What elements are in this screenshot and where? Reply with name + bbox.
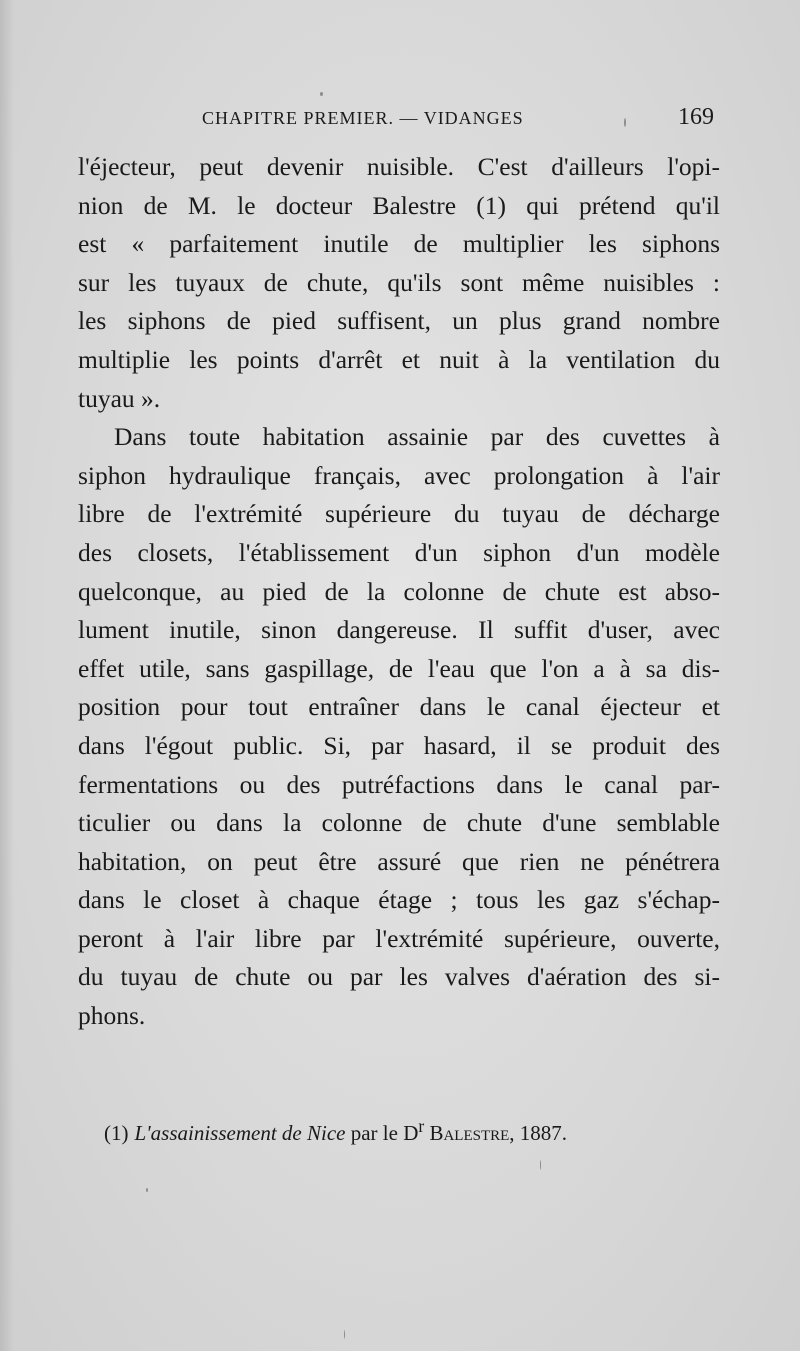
footnote-work-title: L'assainissement de Nice bbox=[134, 1121, 346, 1145]
text-line: dans le closet à chaque étage ; tous les gaz s'échap- bbox=[78, 885, 720, 915]
paragraph-first-line: Dans toute habitation assainie par des cuvettes à bbox=[114, 422, 720, 452]
text-line: position pour tout entraîner dans le canal éjecteur et bbox=[78, 692, 720, 722]
footnote-author: Balestre bbox=[429, 1121, 510, 1145]
paper-speck bbox=[540, 1160, 541, 1170]
text-line: multiplie les points d'arrêt et nuit à la ventilation du bbox=[78, 344, 720, 374]
text-line: du tuyau de chute ou par les valves d'aération des si- bbox=[78, 962, 720, 992]
text-line: habitation, on peut être assuré que rien ne pénétrera bbox=[78, 846, 720, 876]
gutter-shadow bbox=[0, 0, 14, 1351]
page-number: 169 bbox=[678, 104, 714, 130]
footnote-year: , 1887. bbox=[509, 1121, 568, 1145]
text-line: siphon hydraulique français, avec prolongation à l'air bbox=[78, 460, 720, 490]
paper-speck bbox=[624, 118, 626, 127]
text-line: les siphons de pied suffisent, un plus grand nombre bbox=[78, 306, 720, 336]
footnote-ref: (1) bbox=[104, 1121, 129, 1145]
paper-speck bbox=[146, 1188, 148, 1192]
text-line: lument inutile, sinon dangereuse. Il suffit d'user, avec bbox=[78, 615, 720, 645]
text-line: libre de l'extrémité supérieure du tuyau de décharge bbox=[78, 499, 720, 529]
running-head bbox=[78, 104, 728, 134]
text-line: ticulier ou dans la colonne de chute d'une semblable bbox=[78, 808, 720, 838]
text-line: est « parfaitement inutile de multiplier les siphons bbox=[78, 229, 720, 259]
text-line: tuyau ». bbox=[78, 383, 161, 413]
text-line: dans l'égout public. Si, par hasard, il se produit des bbox=[78, 730, 720, 760]
footnote-by: par le D bbox=[350, 1121, 419, 1145]
text-line: quelconque, au pied de la colonne de chute est abso- bbox=[78, 576, 720, 606]
body-text bbox=[78, 148, 720, 1036]
footnote-degree: r bbox=[418, 1116, 425, 1136]
text-line: peront à l'air libre par l'extrémité supérieure, ouverte, bbox=[78, 923, 720, 953]
text-line: fermentations ou des putréfactions dans le canal par- bbox=[78, 769, 720, 799]
footnote bbox=[104, 1116, 567, 1146]
paper-speck bbox=[344, 1330, 345, 1339]
text-line: nion de M. le docteur Balestre (1) qui prétend qu'il bbox=[78, 190, 720, 220]
text-line: phons. bbox=[78, 1001, 146, 1031]
text-line: des closets, l'établissement d'un siphon d'un modèle bbox=[78, 537, 720, 567]
text-line: effet utile, sans gaspillage, de l'eau que l'on a à sa dis- bbox=[78, 653, 720, 683]
paper-speck bbox=[320, 92, 323, 96]
chapter-title: CHAPITRE PREMIER. — VIDANGES bbox=[202, 108, 524, 128]
text-line: sur les tuyaux de chute, qu'ils sont même nuisibles : bbox=[78, 267, 720, 297]
text-line: l'éjecteur, peut devenir nuisible. C'est d'ailleurs l'opi- bbox=[78, 152, 720, 181]
